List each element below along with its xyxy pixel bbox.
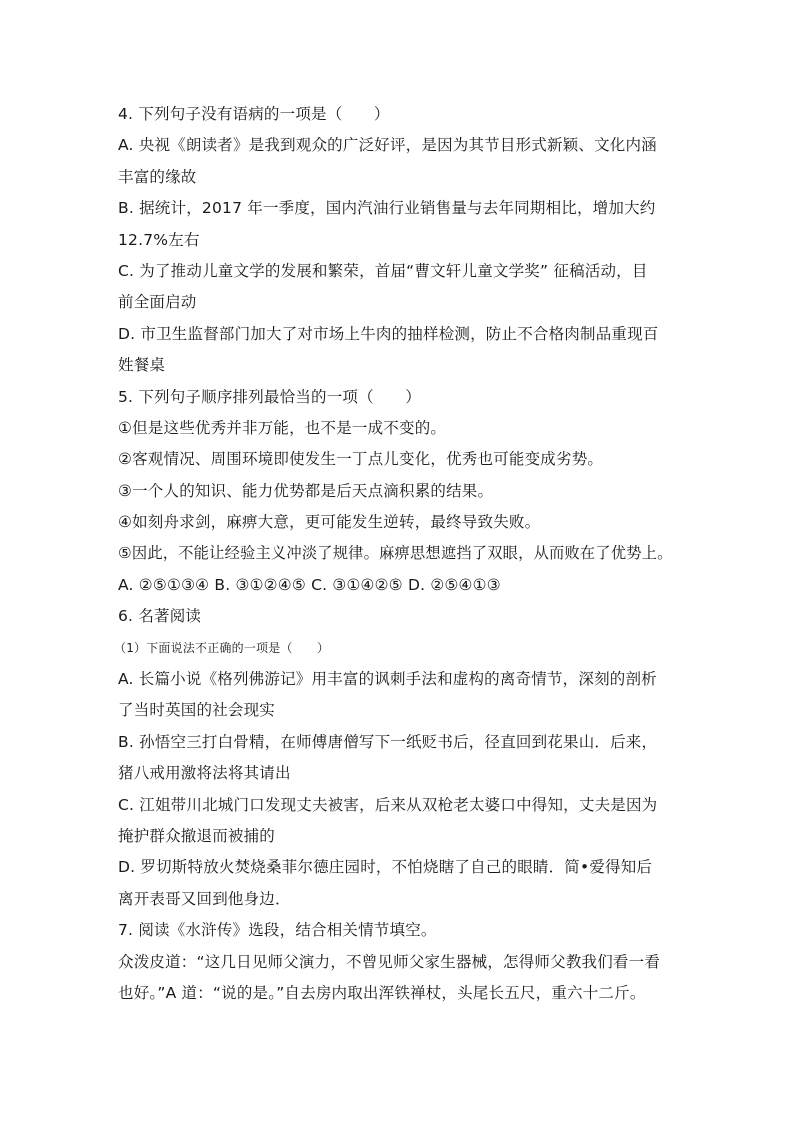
question-6-option-a: A. 长篇小说《格列佛游记》用丰富的讽刺手法和虚构的离奇情节，深刻的剖析 xyxy=(118,670,657,689)
question-6-option-a-cont: 了当时英国的社会现实 xyxy=(118,701,276,720)
question-6-option-b: B. 孙悟空三打白骨精，在师傅唐僧写下一纸贬书后，径直回到花果山．后来， xyxy=(118,732,658,751)
question-6-option-c: C. 江姐带川北城门口发现丈夫被害，后来从双枪老太婆口中得知，丈夫是因为 xyxy=(118,795,658,814)
question-4-stem: 4. 下列句子没有语病的一项是（ ） xyxy=(118,105,390,123)
question-6-heading: 6. 名著阅读 xyxy=(118,607,202,626)
question-5-sentence-5: ⑤因此，不能让经验主义冲淡了规律。麻痹思想遮挡了双眼，从而败在了优势上。 xyxy=(118,544,673,563)
question-6-option-b-cont: 猪八戒用激将法将其请出 xyxy=(118,764,291,783)
question-7-passage-line-1: 众泼皮道：“这几日见师父演力，不曾见师父家生器械，怎得师父教我们看一看 xyxy=(118,952,661,971)
question-6-option-d-cont: 离开表哥又回到他身边． xyxy=(118,889,291,908)
question-6-option-c-cont: 掩护群众撤退而被捕的 xyxy=(118,826,276,845)
question-4-option-d: D. 市卫生监督部门加大了对市场上牛肉的抽样检测，防止不合格肉制品重现百 xyxy=(118,324,659,343)
question-4-option-c: C. 为了推动儿童文学的发展和繁荣，首届“曹文轩儿童文学奖” 征稿活动，目 xyxy=(118,261,648,280)
question-4-option-b-cont: 12.7%左右 xyxy=(118,230,200,249)
question-5-sentence-1: ①但是这些优秀并非万能，也不是一成不变的。 xyxy=(118,418,447,437)
question-4-option-c-cont: 前全面启动 xyxy=(118,293,197,312)
question-5-sentence-2: ②客观情况、周围环境即使发生一丁点儿变化，优秀也可能变成劣势。 xyxy=(118,450,604,469)
question-5-sentence-4: ④如刻舟求剑，麻痹大意，更可能发生逆转，最终导致失败。 xyxy=(118,513,541,532)
question-4-option-b: B. 据统计，2017 年一季度，国内汽油行业销售量与去年同期相比，增加大约 xyxy=(118,199,656,218)
question-7-passage-line-2: 也好。”A 道：“说的是。”自去房内取出浑铁禅杖，头尾长五尺，重六十二斤。 xyxy=(118,983,646,1002)
document-page xyxy=(114,99,678,1009)
question-7-stem: 7. 阅读《水浒传》选段，结合相关情节填空。 xyxy=(118,921,437,940)
question-5-options: A. ②⑤①③④ B. ③①②④⑤ C. ③①④②⑤ D. ②⑤④①③ xyxy=(118,575,501,594)
question-4-option-d-cont: 姓餐桌 xyxy=(118,356,166,375)
question-6-option-d: D. 罗切斯特放火焚烧桑菲尔德庄园时，不怕烧瞎了自己的眼睛．简•爱得知后 xyxy=(118,858,653,877)
question-4-option-a-cont: 丰富的缘故 xyxy=(118,167,197,186)
question-5-stem: 5. 下列句子顺序排列最恰当的一项（ ） xyxy=(118,387,421,406)
question-4-option-a: A. 央视《朗读者》是我到观众的广泛好评，是因为其节目形式新颖、文化内涵 xyxy=(118,136,657,155)
question-6-sub-1-stem: （1）下面说法不正确的一项是（ ） xyxy=(114,640,330,655)
question-5-sentence-3: ③一个人的知识、能力优势都是后天点滴积累的结果。 xyxy=(118,481,494,500)
